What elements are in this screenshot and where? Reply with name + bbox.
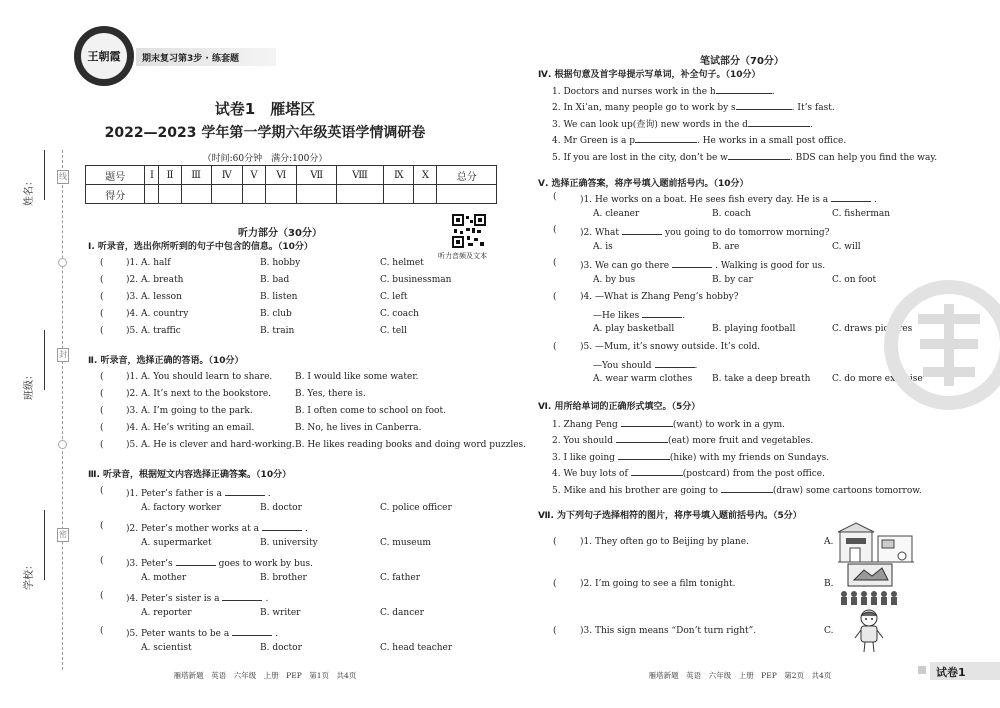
- fill-blank[interactable]: [642, 308, 682, 318]
- fill-blank[interactable]: [728, 150, 790, 160]
- score-header: Ⅰ: [145, 166, 159, 185]
- score-header: Ⅶ: [297, 166, 336, 185]
- fill-blank[interactable]: [622, 225, 662, 235]
- answer-blank[interactable]: [112, 389, 120, 400]
- question-post: .: [275, 629, 279, 639]
- picture-c-person: [852, 608, 886, 654]
- listening-heading: 听力部分（30分）: [238, 228, 322, 239]
- sentence-end: more fruit and vegetables.: [692, 436, 814, 446]
- sentence-start: 2. In Xi’an, many people go to work by s: [552, 103, 736, 113]
- sentence-start: 4. Mr Green is a p: [552, 136, 635, 146]
- answer-paren: (: [553, 626, 557, 636]
- score-header: Ⅲ: [181, 166, 211, 185]
- question-text: —He likes: [593, 311, 640, 321]
- time-info: （时间:60分钟 满分:100分）: [202, 154, 328, 164]
- answer-paren: (: [553, 258, 557, 268]
- score-cell[interactable]: [159, 185, 181, 204]
- sentence-start: 5. Mike and his brother are going to: [552, 486, 718, 496]
- answer-paren: (: [553, 192, 557, 202]
- score-header: Ⅱ: [159, 166, 181, 185]
- writing-heading: 笔试部分（70分）: [700, 56, 784, 67]
- answer-blank[interactable]: [112, 423, 120, 434]
- question-line2: —He likes .: [593, 308, 685, 321]
- question-post: .: [874, 195, 877, 205]
- option-b: B. He likes reading books and doing word puzzles.: [295, 440, 527, 450]
- margin-seal2-char: 密: [57, 528, 69, 542]
- answer-paren: (: [100, 556, 104, 566]
- section4-title: Ⅳ. 根据句意及首字母提示写单词，补全句子。（10分）: [538, 70, 761, 80]
- item-number: )1.: [126, 258, 139, 268]
- option-a: A. I’m going to the park.: [141, 406, 253, 416]
- option-b: B. I would like some water.: [295, 372, 419, 382]
- picture-option-label: A.: [824, 537, 834, 547]
- question-text: —You should: [593, 361, 652, 371]
- score-header: Ⅵ: [266, 166, 297, 185]
- option-a: A. He is clever and hard-working.: [141, 440, 295, 450]
- option-a: A. reporter: [141, 608, 192, 618]
- option-b: B. doctor: [260, 643, 302, 653]
- option-b: B. hobby: [260, 258, 301, 268]
- option-a: A. factory worker: [141, 503, 221, 513]
- score-cell[interactable]: [242, 185, 265, 204]
- fill-blank[interactable]: [655, 358, 695, 368]
- option-c: C. head teacher: [380, 643, 453, 653]
- option-a: A. is: [593, 242, 613, 252]
- score-cell[interactable]: [384, 185, 414, 204]
- option-b: B. bad: [260, 275, 290, 285]
- watermark-stamp: [884, 280, 1000, 410]
- answer-paren: (: [100, 275, 104, 285]
- answer-blank[interactable]: [112, 372, 120, 383]
- sentence-start: 3. We can look up(查询) new words in the d: [552, 120, 748, 130]
- option-b: B. university: [260, 538, 318, 548]
- option-c: C. fisherman: [832, 209, 891, 219]
- question: [126, 556, 313, 569]
- option-c: C. coach: [380, 309, 419, 319]
- option-b: B. I often come to school on foot.: [295, 406, 446, 416]
- question-post: .: [267, 489, 271, 499]
- score-cell[interactable]: [437, 185, 497, 204]
- question-post: . Walking is good for us.: [715, 261, 826, 271]
- fill-blank[interactable]: [672, 258, 712, 268]
- item-number: )4.: [126, 309, 139, 319]
- question-post: you going to do tomorrow morning?: [665, 228, 830, 238]
- question: [126, 591, 268, 604]
- sentence-end: . He works in a small post office.: [696, 136, 847, 146]
- score-cell[interactable]: [211, 185, 242, 204]
- picture-option-label: B.: [824, 579, 834, 589]
- option-b: B. take a deep breath: [712, 374, 811, 384]
- option-c: C. tell: [380, 326, 407, 336]
- fill-sentence: [552, 466, 825, 479]
- school-underline: [44, 510, 45, 580]
- score-table: [85, 165, 497, 204]
- section5-title: Ⅴ. 选择正确答案，将序号填入题前括号内。（10分）: [538, 179, 749, 189]
- given-word: (postcard): [682, 469, 730, 479]
- question: [580, 342, 760, 352]
- question: [126, 626, 278, 639]
- question: [126, 521, 308, 534]
- given-word: (eat): [667, 436, 690, 446]
- sentence-end: . BDS can help you find the way.: [789, 153, 938, 163]
- answer-blank[interactable]: [565, 579, 573, 590]
- score-header: Ⅹ: [414, 166, 437, 185]
- fill-sentence: [552, 100, 835, 113]
- question: [580, 225, 829, 238]
- sentence-end: to work in a gym.: [705, 420, 785, 430]
- answer-paren: (: [553, 342, 557, 352]
- answer-paren: (: [553, 225, 557, 235]
- fill-blank[interactable]: [621, 417, 673, 427]
- sentence-end: .: [771, 87, 775, 97]
- fill-blank[interactable]: [616, 433, 668, 443]
- question-text: )2. Peter’s mother works at a: [126, 524, 259, 534]
- option-a: A. mother: [141, 573, 187, 583]
- given-word: (want): [672, 420, 703, 430]
- question-text: )4. —What is Zhang Peng’s hobby?: [580, 292, 739, 302]
- answer-paren: (: [100, 326, 104, 336]
- item-number: )2.: [126, 275, 139, 285]
- answer-blank[interactable]: [112, 591, 120, 602]
- question: )3. This sign means “Don’t turn right”.: [580, 626, 757, 636]
- option-a: A. wear warm clothes: [593, 374, 693, 384]
- picture-b-cinema: [838, 562, 902, 606]
- sentence-end: .: [809, 120, 813, 130]
- class-underline: [44, 330, 45, 390]
- answer-blank[interactable]: [112, 406, 120, 417]
- footer-tab-label: 试卷1: [936, 666, 966, 679]
- section6-title: Ⅵ. 用所给单词的正确形式填空。（5分）: [538, 402, 701, 412]
- brand-logo: [74, 26, 134, 86]
- option-c: C. businessman: [380, 275, 452, 285]
- score-header: 题号: [86, 166, 145, 185]
- question-text: )5. —Mum, it’s snowy outside. It’s cold.: [580, 342, 761, 352]
- question-text: )4. Peter’s sister is a: [126, 594, 220, 604]
- question-post: .: [304, 524, 308, 534]
- question: [580, 192, 877, 205]
- option-a: A. traffic: [141, 326, 181, 336]
- fill-blank[interactable]: [631, 466, 683, 476]
- option-c: C. dancer: [380, 608, 424, 618]
- option-b: B. by car: [712, 275, 753, 285]
- item-number: )3.: [126, 292, 139, 302]
- answer-blank[interactable]: [112, 309, 120, 320]
- question: )1. They often go to Beijing by plane.: [580, 537, 749, 547]
- answer-blank[interactable]: [565, 537, 573, 548]
- answer-blank[interactable]: [112, 440, 120, 451]
- option-b: B. are: [712, 242, 740, 252]
- answer-paren: (: [553, 537, 557, 547]
- school-label: 学校：: [24, 560, 35, 590]
- question: [126, 486, 271, 499]
- option-a: A. cleaner: [593, 209, 640, 219]
- answer-blank[interactable]: [112, 275, 120, 286]
- answer-blank[interactable]: [565, 626, 573, 637]
- option-c: C. police officer: [380, 503, 452, 513]
- score-cell[interactable]: [266, 185, 297, 204]
- option-b: B. writer: [260, 608, 301, 618]
- answer-blank[interactable]: [565, 292, 573, 303]
- option-a: A. supermarket: [141, 538, 212, 548]
- fill-sentence: [552, 150, 937, 163]
- item-number: )5.: [126, 326, 139, 336]
- answer-blank[interactable]: [112, 326, 120, 337]
- sentence-start: 5. If you are lost in the city, don’t be w: [552, 153, 728, 163]
- option-b: B. doctor: [260, 503, 302, 513]
- option-c: C. museum: [380, 538, 431, 548]
- sentence-start: 1. Doctors and nurses work in the h: [552, 87, 716, 97]
- sentence-start: 4. We buy lots of: [552, 469, 628, 479]
- option-c: C. draws pictures: [832, 324, 913, 334]
- question: [580, 258, 825, 271]
- option-b: B. playing football: [712, 324, 796, 334]
- banner-text: 期末复习第3步 · 练套题: [142, 54, 239, 64]
- score-header: Ⅴ: [242, 166, 265, 185]
- fill-sentence: [552, 483, 922, 496]
- answer-paren: (: [100, 309, 104, 319]
- sentence-end: . It’s fast.: [791, 103, 835, 113]
- fill-blank[interactable]: [225, 486, 265, 496]
- class-label: 班级：: [24, 370, 35, 400]
- binding-hole: [58, 258, 67, 267]
- option-b: B. listen: [260, 292, 298, 302]
- sentence-start: 2. You should: [552, 436, 613, 446]
- item-number: )5.: [126, 440, 139, 450]
- item-number: )2.: [126, 389, 139, 399]
- answer-blank[interactable]: [112, 626, 120, 637]
- option-a: A. scientist: [141, 643, 192, 653]
- fill-blank[interactable]: [721, 483, 773, 493]
- score-cell[interactable]: [145, 185, 159, 204]
- item-number: )1.: [126, 372, 139, 382]
- option-c: C. helmet: [380, 258, 424, 268]
- fill-blank[interactable]: [222, 591, 262, 601]
- question-text: )1. Peter’s father is a: [126, 489, 222, 499]
- option-a: A. play basketball: [593, 324, 675, 334]
- score-cell[interactable]: [414, 185, 437, 204]
- fill-sentence: [552, 433, 813, 446]
- fill-sentence: [552, 450, 829, 463]
- answer-paren: (: [100, 372, 104, 382]
- margin-seal-char: 封: [57, 348, 69, 362]
- qr-caption: 听力音频及文本: [438, 252, 487, 260]
- sentence-start: 1. Zhang Peng: [552, 420, 618, 430]
- sentence-end: some cartoons tomorrow.: [806, 486, 922, 496]
- sentence-end: with my friends on Sundays.: [699, 453, 830, 463]
- fill-blank[interactable]: [618, 450, 670, 460]
- question-text: )5. Peter wants to be a: [126, 629, 230, 639]
- question-post: .: [265, 594, 269, 604]
- score-header: Ⅸ: [384, 166, 414, 185]
- fill-blank[interactable]: [262, 521, 302, 531]
- answer-paren: (: [100, 626, 104, 636]
- paper-title: 试卷1 雁塔区: [214, 100, 316, 118]
- given-word: (draw): [772, 486, 804, 496]
- question-text: )2. What: [580, 228, 619, 238]
- option-b: B. No, he lives in Canberra.: [295, 423, 422, 433]
- option-c: C. do more exercise: [832, 374, 923, 384]
- footer-tab-square: [918, 666, 926, 674]
- score-cell[interactable]: [297, 185, 336, 204]
- section2-title: Ⅱ. 听录音，选择正确的答语。（10分）: [88, 356, 244, 366]
- fill-blank[interactable]: [736, 100, 792, 110]
- fill-sentence: [552, 133, 846, 146]
- score-cell[interactable]: [336, 185, 383, 204]
- name-label: 姓名：: [24, 176, 35, 206]
- option-b: B. train: [260, 326, 295, 336]
- footer-left: 雁塔新题 英语 六年级 上册 PEP 第1页 共4页: [173, 671, 357, 680]
- question-text: )3. Peter’s: [126, 559, 173, 569]
- logo-text: 王朝霞: [87, 50, 121, 63]
- item-number: )3.: [126, 406, 139, 416]
- score-header: Ⅷ: [336, 166, 383, 185]
- fill-blank[interactable]: [176, 556, 216, 566]
- answer-blank[interactable]: [112, 486, 120, 497]
- answer-paren: (: [100, 591, 104, 601]
- question-line2: —You should .: [593, 358, 697, 371]
- option-a: A. You should learn to share.: [141, 372, 273, 382]
- section3-title: Ⅲ. 听录音，根据短文内容选择正确答案。（10分）: [88, 470, 292, 480]
- score-row-label: 得分: [86, 185, 145, 204]
- question-text: )3. We can go there: [580, 261, 670, 271]
- answer-paren: (: [100, 389, 104, 399]
- answer-paren: (: [553, 292, 557, 302]
- option-b: B. coach: [712, 209, 751, 219]
- fill-blank[interactable]: [748, 117, 810, 127]
- exam-title: 2022—2023 学年第一学期六年级英语学情调研卷: [104, 125, 426, 141]
- option-a: A. country: [141, 309, 189, 319]
- answer-blank[interactable]: [112, 556, 120, 567]
- sentence-end: from the post office.: [732, 469, 825, 479]
- option-a: A. He’s writing an email.: [141, 423, 255, 433]
- answer-paren: (: [100, 258, 104, 268]
- answer-paren: (: [100, 486, 104, 496]
- question-post: goes to work by bus.: [218, 559, 314, 569]
- option-c: C. left: [380, 292, 408, 302]
- margin-line-char: 线: [57, 170, 69, 184]
- option-b: B. club: [260, 309, 292, 319]
- option-a: A. breath: [141, 275, 184, 285]
- answer-blank[interactable]: [112, 258, 120, 269]
- fill-sentence: [552, 417, 785, 430]
- option-b: B. brother: [260, 573, 307, 583]
- answer-blank[interactable]: [112, 521, 120, 532]
- score-header: 总分: [437, 166, 497, 185]
- option-a: A. It’s next to the bookstore.: [141, 389, 272, 399]
- picture-a-post-office: [838, 520, 914, 564]
- fill-sentence: [552, 117, 813, 130]
- fill-blank[interactable]: [831, 192, 871, 202]
- option-c: C. will: [832, 242, 861, 252]
- question-text: )1. He works on a boat. He sees fish every day. He is a: [580, 195, 829, 205]
- option-a: A. half: [141, 258, 171, 268]
- answer-blank[interactable]: [565, 342, 573, 353]
- picture-option-label: C.: [824, 626, 834, 636]
- fill-blank[interactable]: [716, 84, 772, 94]
- score-cell[interactable]: [181, 185, 211, 204]
- answer-paren: (: [553, 579, 557, 589]
- answer-paren: (: [100, 440, 104, 450]
- option-a: A. lesson: [141, 292, 182, 302]
- fill-sentence: [552, 84, 775, 97]
- fill-blank[interactable]: [635, 133, 697, 143]
- answer-blank[interactable]: [565, 258, 573, 269]
- answer-blank[interactable]: [112, 292, 120, 303]
- item-number: )4.: [126, 423, 139, 433]
- answer-paren: (: [100, 292, 104, 302]
- footer-right: 雁塔新题 英语 六年级 上册 PEP 第2页 共4页: [648, 671, 832, 680]
- sentence-start: 3. I like going: [552, 453, 615, 463]
- fill-blank[interactable]: [232, 626, 272, 636]
- binding-hole: [58, 440, 67, 449]
- answer-blank[interactable]: [565, 192, 573, 203]
- option-c: C. on foot: [832, 275, 877, 285]
- question: [580, 292, 739, 302]
- answer-paren: (: [100, 406, 104, 416]
- answer-paren: (: [100, 423, 104, 433]
- score-header: Ⅳ: [211, 166, 242, 185]
- question: )2. I’m going to see a film tonight.: [580, 579, 736, 589]
- option-c: C. father: [380, 573, 421, 583]
- answer-paren: (: [100, 521, 104, 531]
- option-a: A. by bus: [593, 275, 636, 285]
- section7-title: Ⅶ. 为下列句子选择相符的图片，将序号填入题前括号内。（5分）: [538, 511, 802, 521]
- answer-blank[interactable]: [565, 225, 573, 236]
- option-b: B. Yes, there is.: [295, 389, 366, 399]
- section1-title: Ⅰ. 听录音，选出你所听到的句子中包含的信息。（10分）: [88, 242, 313, 252]
- given-word: (hike): [669, 453, 697, 463]
